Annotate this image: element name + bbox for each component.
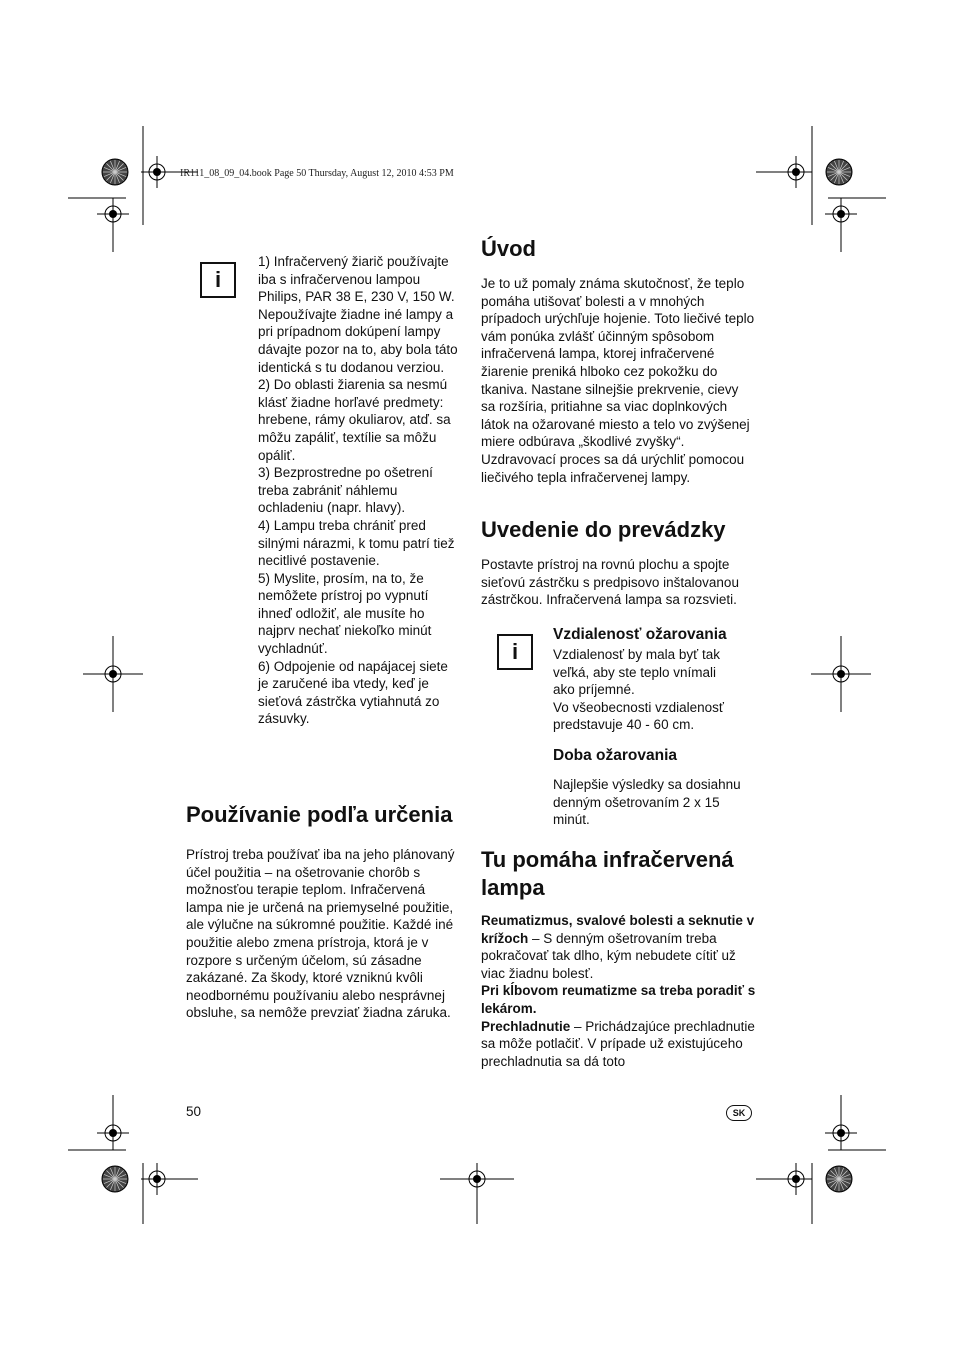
info-icon: i xyxy=(497,634,533,670)
section-text: Postavte prístroj na rovnú plochu a spojte sieťovú zástrčku s predpisovo inštalovanou zástrčkou. Infračervená lampa sa rozsvieti. xyxy=(481,557,739,608)
safety-item: 6) Odpojenie od napájacej siete je zaručené iba vtedy, keď je sieťová zástrčka vytiahnutá zo zásuvky. xyxy=(258,658,448,727)
print-header: IR111_08_09_04.book Page 50 Thursday, August 12, 2010 4:53 PM xyxy=(180,168,454,179)
bold-term: Reumatizmus, svalové bolesti a seknutie v krížoch xyxy=(481,913,755,946)
intro-section xyxy=(481,235,756,486)
term-text: – S denným ošetrovaním treba pokračovať tak dlho, kým nebudete cítiť už viac žiadnu bolesť. xyxy=(481,930,736,981)
startup-section xyxy=(481,516,759,609)
safety-item: 2) Do oblasti žiarenia sa nesmú klásť žiadne horľavé predmety: hrebene, rámy okuliarov, atď. sa môžu zapáliť, textílie sa môžu opáliť. xyxy=(258,377,451,463)
intended-use-section xyxy=(186,801,461,1022)
distance-section xyxy=(553,626,758,734)
bold-term: Prechladnutie xyxy=(481,1018,571,1034)
section-text xyxy=(481,912,756,1070)
safety-item: 4) Lampu treba chrániť pred silnými nárazmi, k tomu patrí tiež necitlivé postavenie. xyxy=(258,517,455,569)
safety-item: 1) Infračervený žiarič používajte iba s infračervenou lampou Philips, PAR 38 E, 230 V, 150 W. xyxy=(258,254,455,305)
page-number: 50 xyxy=(186,1104,202,1119)
subsection-title: Vzdialenosť ožarovania xyxy=(553,626,727,643)
section-title: Úvod xyxy=(481,236,536,261)
section-title: Tu pomáha infračervená lampa xyxy=(481,847,734,900)
bold-note: Pri kĺbovom reumatizme sa treba poradiť s lekárom. xyxy=(481,983,756,1016)
safety-item: 3) Bezprostredne po ošetrení treba zabrániť náhlemu ochladeniu (napr. hlavy). xyxy=(258,465,433,516)
section-title: Používanie podľa určenia xyxy=(186,802,453,827)
safety-item: 5) Myslite, prosím, na to, že nemôžete prístroj po vypnutí ihneď odložiť, ale musíte ho najprv nechať niekoľko minút vychladnúť. xyxy=(258,570,432,657)
subsection-text: Vo všeobecnosti vzdialenosť predstavuje 40 - 60 cm. xyxy=(553,699,724,733)
subsection-title: Doba ožarovania xyxy=(553,747,678,764)
info-icon: i xyxy=(200,262,236,298)
section-text: Je to už pomaly známa skutočnosť, že teplo pomáha utišovať bolesti a v mnohých prípadoch urýchľuje hojenie. Toto liečivé teplo vám ponúka zvlášť účinným spôsobom infračervená lampa, ktorej infračervené žiarenie preniká hlboko cez pokožku do tkaniva. Nastane silnejšie prekrvenie, cievy sa rozšíria, pritiahne sa viac doplnkových látok na ožarované miesto a telo vo zvýšenej miere odbúrava „škodlivé zvyšky“. Uzdravovací proces sa dá urýchliť pomocou liečivého tepla infračervenej lampy. xyxy=(481,276,755,485)
term-text: – Prichádzajúce prechladnutie sa môže potlačiť. V prípade už existujúceho prechladnutia sa dá toto xyxy=(481,1018,755,1069)
section-text: Prístroj treba používať iba na jeho plánovaný účel použitia – na ošetrovanie chorôb s možnosťou terapie teplom. Infračervená lampa nie je určená na priemyselné použitie, ale výlučne na súkromné použitie. Každé iné použitie alebo zmena prístroja, ktorá je v rozpore s určeným účelom, sú zásadne zakázané. Za škody, ktoré vzniknú kvôli neodbornému používaniu alebo nesprávnej obsluhe, sa nemôže prevziať žiadna záruka. xyxy=(186,847,455,1021)
language-badge: SK xyxy=(726,1105,752,1121)
safety-list xyxy=(258,253,458,728)
subsection-text: Najlepšie výsledky sa dosiahnu denným ošetrovaním 2 x 15 minút. xyxy=(553,777,741,828)
safety-item: Nepoužívajte žiadne iné lampy a pri prípadnom dokúpení lampy dávajte pozor na to, aby bola táto identická s tu dodanou verziou. xyxy=(258,306,458,375)
subsection-text: Vzdialenosť by mala byť tak veľká, aby ste teplo vnímali ako príjemné. xyxy=(553,647,720,698)
helps-section xyxy=(481,846,756,1070)
duration-section xyxy=(553,747,758,829)
section-title: Uvedenie do prevádzky xyxy=(481,517,726,542)
